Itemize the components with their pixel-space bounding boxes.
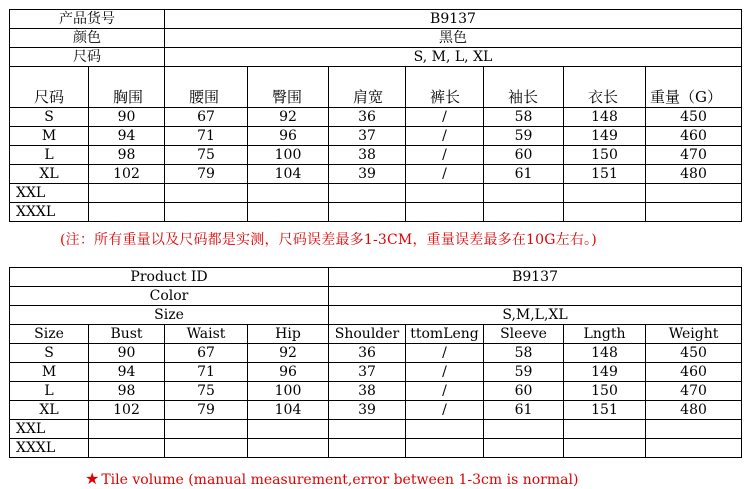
measure-cell: 104: [248, 401, 329, 420]
measure-cell: 61: [484, 165, 564, 184]
measure-cell: [564, 203, 646, 222]
size-list-value: S,M,L,XL: [329, 306, 742, 325]
header-cell: Sleeve: [484, 325, 564, 344]
measure-cell: 100: [248, 146, 329, 165]
measure-cell: 75: [165, 382, 248, 401]
measure-cell: [165, 184, 248, 203]
product-id-value: B9137: [329, 268, 742, 287]
header-cell: 衣长: [564, 67, 646, 108]
measure-cell: 151: [564, 401, 646, 420]
measure-cell: 79: [165, 165, 248, 184]
measure-cell: 150: [564, 382, 646, 401]
measure-cell: /: [406, 146, 484, 165]
measure-cell: 92: [248, 108, 329, 127]
color-row: [10, 29, 742, 48]
size-list-value: S, M, L, XL: [165, 48, 742, 67]
header-cell: Shoulder: [329, 325, 406, 344]
measurement-note-english: [85, 469, 578, 488]
header-cell: 臀围: [248, 67, 329, 108]
size-cell: XL: [10, 401, 89, 420]
size-cell: S: [10, 344, 89, 363]
measure-cell: 148: [564, 108, 646, 127]
measure-cell: [329, 420, 406, 439]
measure-cell: 90: [89, 344, 165, 363]
measure-cell: 100: [248, 382, 329, 401]
measure-cell: 151: [564, 165, 646, 184]
measure-cell: 94: [89, 363, 165, 382]
table-row: [10, 382, 742, 401]
table-row: [10, 127, 742, 146]
measure-cell: 102: [89, 401, 165, 420]
size-cell: L: [10, 146, 89, 165]
header-cell: 腰围: [165, 67, 248, 108]
measure-cell: 460: [646, 127, 742, 146]
size-list-row: [10, 306, 742, 325]
note-text: Tile volume (manual measurement,error between 1-3cm is normal): [101, 472, 579, 488]
measure-cell: 59: [484, 363, 564, 382]
measure-cell: [89, 203, 165, 222]
size-cell: L: [10, 382, 89, 401]
table-row: [10, 344, 742, 363]
table-row: [10, 401, 742, 420]
measure-cell: [646, 203, 742, 222]
header-cell: 肩宽: [329, 67, 406, 108]
measure-cell: /: [406, 382, 484, 401]
measure-cell: 75: [165, 146, 248, 165]
measure-cell: 149: [564, 127, 646, 146]
size-cell: M: [10, 363, 89, 382]
product-id-value: B9137: [165, 10, 742, 29]
measure-cell: 90: [89, 108, 165, 127]
size-cell: M: [10, 127, 89, 146]
measure-cell: 98: [89, 382, 165, 401]
product-id-row: [10, 10, 742, 29]
measure-cell: 470: [646, 382, 742, 401]
measure-cell: 102: [89, 165, 165, 184]
measure-cell: 61: [484, 401, 564, 420]
table-row: [10, 439, 742, 458]
measure-cell: [329, 203, 406, 222]
measure-cell: 38: [329, 146, 406, 165]
measure-cell: [406, 420, 484, 439]
measure-cell: [406, 203, 484, 222]
color-value: [329, 287, 742, 306]
measure-cell: 59: [484, 127, 564, 146]
measure-cell: [564, 420, 646, 439]
measure-cell: 480: [646, 165, 742, 184]
measure-cell: 98: [89, 146, 165, 165]
measure-cell: 92: [248, 344, 329, 363]
measure-cell: [89, 184, 165, 203]
measure-cell: 104: [248, 165, 329, 184]
color-row: [10, 287, 742, 306]
measure-cell: [646, 184, 742, 203]
star-icon: ★: [85, 469, 100, 488]
header-cell: 胸围: [89, 67, 165, 108]
table-row: [10, 165, 742, 184]
measure-cell: 470: [646, 146, 742, 165]
size-list-label: 尺码: [10, 48, 165, 67]
measure-cell: 71: [165, 363, 248, 382]
measure-cell: [248, 439, 329, 458]
header-row: [10, 325, 742, 344]
measurement-note-chinese: (注：所有重量以及尺码都是实测，尺码误差最多1-3CM，重量误差最多在10G左右。): [60, 232, 597, 248]
measure-cell: [484, 184, 564, 203]
header-cell: Bust: [89, 325, 165, 344]
measure-cell: 37: [329, 127, 406, 146]
measure-cell: 94: [89, 127, 165, 146]
size-list-row: [10, 48, 742, 67]
header-cell: Size: [10, 325, 89, 344]
measure-cell: [646, 420, 742, 439]
measure-cell: /: [406, 344, 484, 363]
cn-body: [10, 108, 742, 222]
header-row: [10, 67, 742, 108]
measure-cell: 36: [329, 344, 406, 363]
measure-cell: 58: [484, 344, 564, 363]
measure-cell: 60: [484, 146, 564, 165]
table-row: [10, 203, 742, 222]
measure-cell: [484, 439, 564, 458]
measure-cell: [484, 203, 564, 222]
measure-cell: [248, 420, 329, 439]
table-row: [10, 108, 742, 127]
measure-cell: /: [406, 165, 484, 184]
header-cell: 重量（G）: [646, 67, 742, 108]
header-cell: Waist: [165, 325, 248, 344]
measure-cell: 450: [646, 344, 742, 363]
size-cell: XXXL: [10, 203, 89, 222]
header-cell: Lngth: [564, 325, 646, 344]
header-cell: 裤长: [406, 67, 484, 108]
measure-cell: [248, 203, 329, 222]
measure-cell: 79: [165, 401, 248, 420]
measure-cell: /: [406, 127, 484, 146]
header-cell: 尺码: [10, 67, 89, 108]
measure-cell: /: [406, 401, 484, 420]
measure-cell: [165, 420, 248, 439]
header-cell: Hip: [248, 325, 329, 344]
measure-cell: 149: [564, 363, 646, 382]
size-cell: XL: [10, 165, 89, 184]
measure-cell: 39: [329, 401, 406, 420]
header-cell: 袖长: [484, 67, 564, 108]
size-cell: XXL: [10, 184, 89, 203]
measure-cell: 67: [165, 108, 248, 127]
measure-cell: 96: [248, 127, 329, 146]
measure-cell: [564, 184, 646, 203]
size-cell: XXL: [10, 420, 89, 439]
table-row: [10, 363, 742, 382]
table-row: [10, 146, 742, 165]
measure-cell: 38: [329, 382, 406, 401]
measure-cell: [646, 439, 742, 458]
measure-cell: [329, 439, 406, 458]
measure-cell: 36: [329, 108, 406, 127]
color-label: Color: [10, 287, 329, 306]
measure-cell: 480: [646, 401, 742, 420]
measure-cell: /: [406, 363, 484, 382]
measure-cell: 71: [165, 127, 248, 146]
measure-cell: 60: [484, 382, 564, 401]
measure-cell: 39: [329, 165, 406, 184]
measure-cell: 67: [165, 344, 248, 363]
measure-cell: 96: [248, 363, 329, 382]
size-cell: XXXL: [10, 439, 89, 458]
size-table-english: [9, 267, 742, 458]
table-row: [10, 420, 742, 439]
measure-cell: [248, 184, 329, 203]
product-id-row: [10, 268, 742, 287]
measure-cell: /: [406, 108, 484, 127]
product-id-label: 产品货号: [10, 10, 165, 29]
size-table-chinese: [9, 9, 742, 222]
size-list-label: Size: [10, 306, 329, 325]
measure-cell: [484, 420, 564, 439]
en-body: [10, 344, 742, 458]
measure-cell: 58: [484, 108, 564, 127]
measure-cell: [89, 439, 165, 458]
measure-cell: 460: [646, 363, 742, 382]
measure-cell: [89, 420, 165, 439]
measure-cell: [564, 439, 646, 458]
product-id-label: Product ID: [10, 268, 329, 287]
measure-cell: 148: [564, 344, 646, 363]
size-cell: S: [10, 108, 89, 127]
measure-cell: 37: [329, 363, 406, 382]
header-cell: Weight: [646, 325, 742, 344]
table-row: [10, 184, 742, 203]
measure-cell: [329, 184, 406, 203]
header-cell: ttomLeng: [406, 325, 484, 344]
measure-cell: [406, 439, 484, 458]
measure-cell: 450: [646, 108, 742, 127]
measure-cell: [165, 439, 248, 458]
color-value: 黑色: [165, 29, 742, 48]
color-label: 颜色: [10, 29, 165, 48]
measure-cell: [165, 203, 248, 222]
measure-cell: 150: [564, 146, 646, 165]
measure-cell: [406, 184, 484, 203]
